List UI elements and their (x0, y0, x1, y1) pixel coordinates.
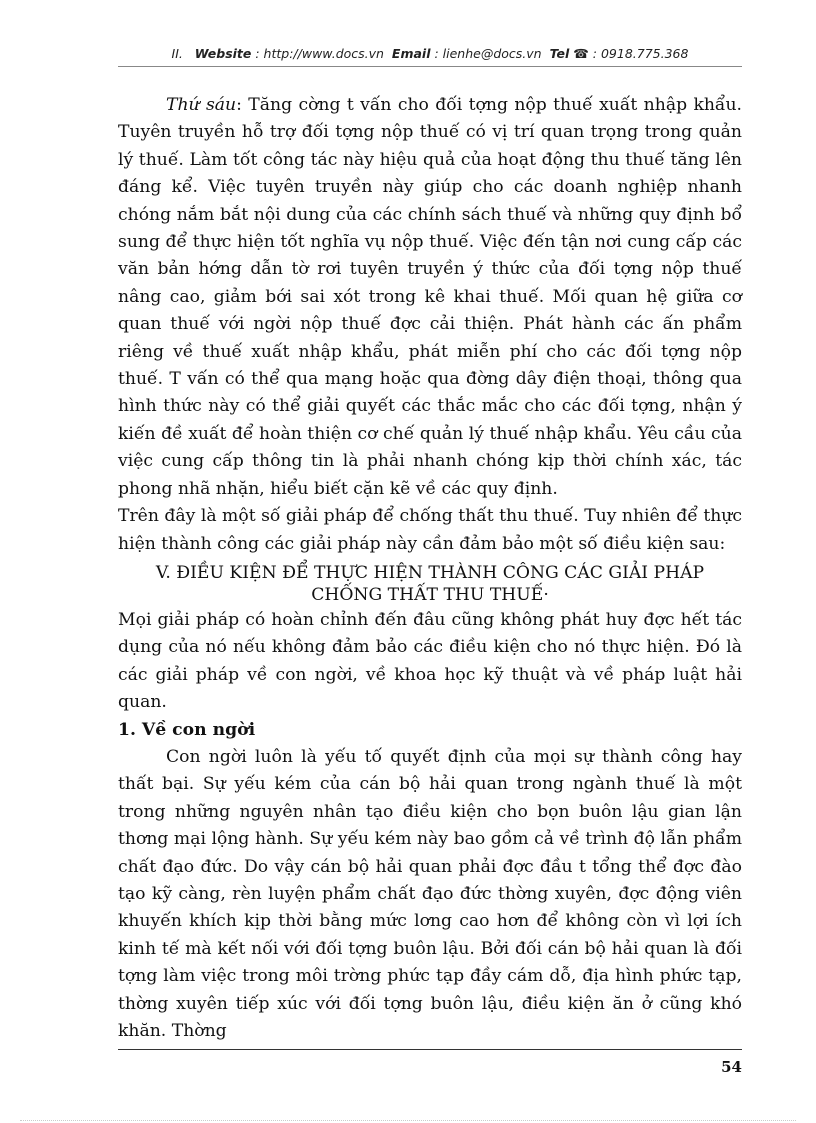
page-bottom-edge (20, 1120, 796, 1121)
page-number: 54 (721, 1058, 742, 1076)
section-title (118, 562, 742, 607)
email-label: Email (391, 46, 431, 61)
header-prefix: II. (171, 46, 183, 61)
header-divider (118, 66, 742, 67)
subsection-heading: 1. Về con ngời (118, 719, 256, 740)
website-value[interactable]: : http://www.docs.vn (255, 46, 384, 61)
tel-label: Tel (549, 46, 570, 61)
phone-icon: ☎ (573, 46, 589, 61)
paragraph-lead: Thứ sáu (166, 95, 237, 115)
footer-divider (118, 1049, 742, 1050)
paragraph-conditions: Mọi giải pháp có hoàn chỉnh đến đâu cũng không phát huy đợc hết tác dụng của nó nếu không đảm bảo các điều kiện cho nó thực hiện. Đó là các giải pháp về con ngời, về khoa học kỹ thuật và về pháp luật hải quan. (118, 609, 742, 713)
paragraph-text: : Tăng cờng t vấn cho đối tợng nộp thuế xuất nhập khẩu. Tuyên truyền hỗ trợ đối tợng nộp thuế có vị trí quan trọng trong quản lý thuế. Làm tốt công tác này hiệu quả của hoạt động thu thuế tăng lên đáng kể. Việc tuyên truyền này giúp cho các doanh nghiệp nhanh chóng nắm bắt nội dung của các chính sách thuế và những quy định bổ sung để thực hiện tốt nghĩa vụ nộp thuế. Việc đến tận nơi cung cấp các văn bản hớng dẫn tờ rơi tuyên truyền ý thức của đối tợng nộp thuế nâng cao, giảm bới sai xót trong kê khai thuế. Mối quan hệ giữa cơ quan thuế với ngời nộp thuế đợc cải thiện. Phát hành các ấn phẩm riêng về thuế xuất nhập khẩu, phát miễn phí cho các đối tợng nộp thuế. T vấn có thể qua mạng hoặc qua đờng dây điện thoại, thông qua hình thức này có thể giải quyết các thắc mắc cho các đối tợng, nhận ý kiến đề xuất để hoàn thiện cơ chế quản lý thuế nhập khẩu. Yêu cầu của việc cung cấp thông tin là phải nhanh chóng kịp thời chính xác, tác phong nhã nhặn, hiểu biết cặn kẽ về các quy định. (118, 95, 742, 499)
section-title-line-1: V. ĐIỀU KIỆN ĐỂ THỰC HIỆN THÀNH CÔNG CÁC GIẢI PHÁP (155, 562, 705, 583)
page-header (118, 46, 742, 61)
paragraph-thu-sau (118, 92, 742, 503)
section-title-line-2: CHỐNG THẤT THU THUẾ· (311, 585, 549, 606)
page-body (118, 92, 742, 1045)
paragraph-summary: Trên đây là một số giải pháp để chống thất thu thuế. Tuy nhiên để thực hiện thành công các giải pháp này cần đảm bảo một số điều kiện sau: (118, 506, 742, 554)
email-value[interactable]: : lienhe@docs.vn (434, 46, 542, 61)
tel-value: : 0918.775.368 (592, 46, 689, 61)
website-label: Website (194, 46, 252, 61)
paragraph-people: Con ngời luôn là yếu tố quyết định của mọi sự thành công hay thất bại. Sự yếu kém của cán bộ hải quan trong ngành thuế là một trong những nguyên nhân tạo điều kiện cho bọn buôn lậu gian lận thơng mại lộng hành. Sự yếu kém này bao gồm cả về trình độ lẫn phẩm chất đạo đức. Do vậy cán bộ hải quan phải đợc đầu t tổng thể đợc đào tạo kỹ càng, rèn luyện phẩm chất đạo đức thờng xuyên, đợc động viên khuyến khích kịp thời bằng mức lơng cao hơn để không còn vì lợi ích kinh tế mà kết nối với đối tợng buôn lậu. Bởi đối cán bộ hải quan là đối tợng làm việc trong môi trờng phức tạp đầy cám dỗ, địa hình phức tạp, thờng xuyên tiếp xúc với đối tợng buôn lậu, điều kiện ăn ở cũng khó khăn. Thờng (118, 746, 742, 1041)
